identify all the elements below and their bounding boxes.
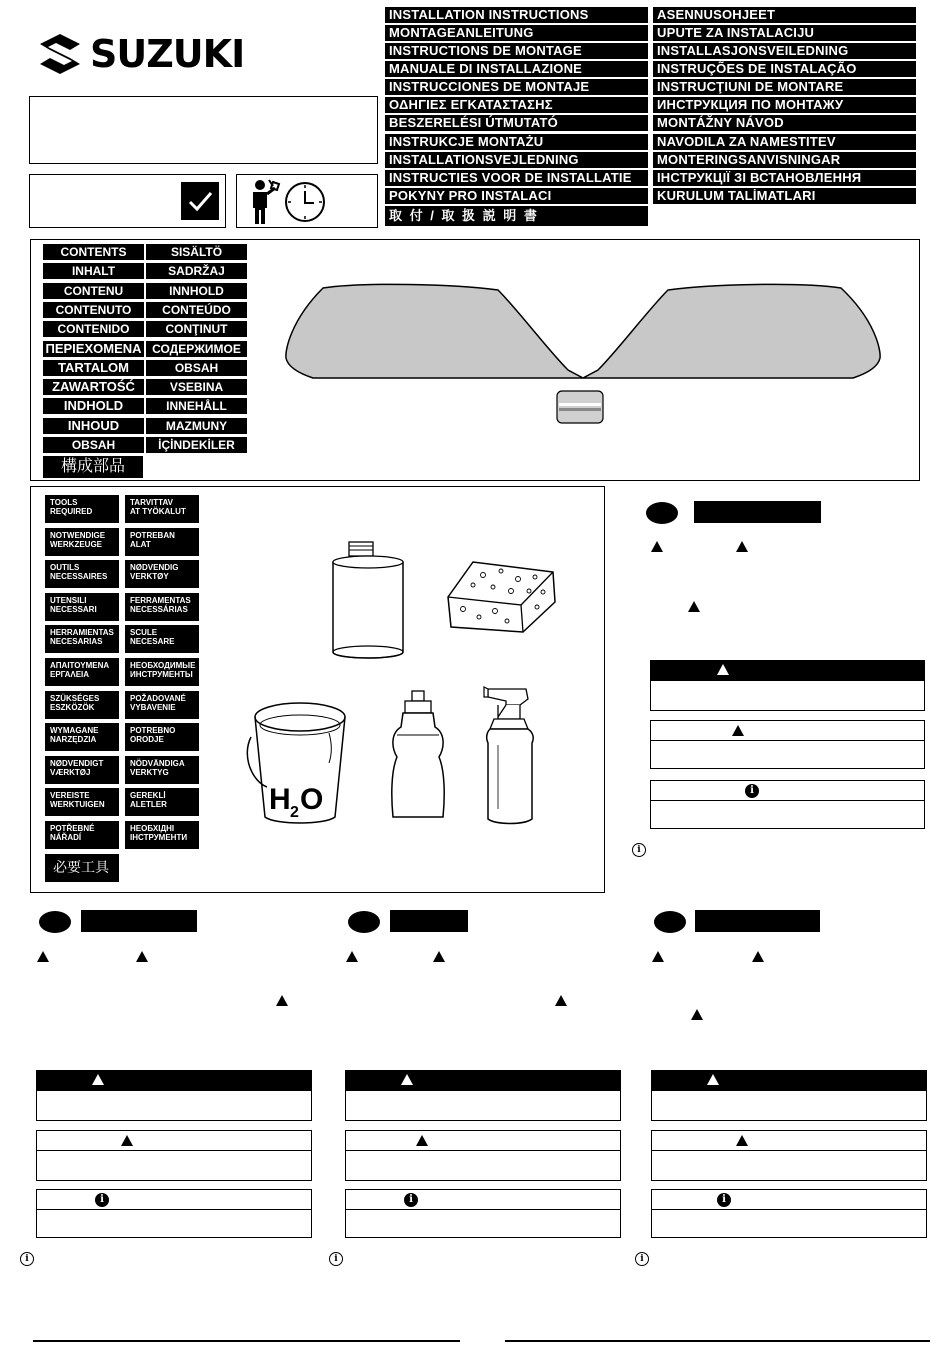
suzuki-logo	[36, 32, 266, 76]
warning-icon	[732, 725, 744, 736]
warning-body	[345, 1150, 621, 1181]
step-badge	[348, 911, 380, 933]
brand-wordmark: SUZUKI	[90, 32, 245, 76]
notice-body	[650, 800, 925, 829]
step-title-bar	[390, 910, 468, 932]
step-title-bar	[694, 501, 821, 523]
danger-body	[650, 680, 925, 711]
title-label: INSTRUCTIES VOOR DE INSTALLATIE	[385, 170, 648, 186]
tools-label: НЕОБХОДИМЫЕ ИНСТРУМЕНТЫ	[125, 658, 199, 686]
warning-icon	[276, 995, 288, 1006]
tools-label: НЕОБХІДНІ ІНСТРУМЕНТИ	[125, 821, 199, 849]
notice-header	[651, 1189, 927, 1210]
tools-label: TOOLS REQUIRED	[45, 495, 119, 523]
warning-icon	[401, 1074, 413, 1085]
tools-label: NOTWENDIGE WERKZEUGE	[45, 528, 119, 556]
warning-icon	[121, 1135, 133, 1146]
water-label-2: 2	[290, 804, 299, 821]
tools-label: ΑΠΑΙΤΟΥΜΕΝΑ ΕΡΓΑΛΕΙΑ	[45, 658, 119, 686]
notice-body	[345, 1209, 621, 1238]
contents-label: INHALT	[43, 263, 144, 279]
contents-label: INDHOLD	[43, 398, 144, 414]
danger-body	[651, 1090, 927, 1121]
warning-body	[36, 1150, 312, 1181]
info-icon: i	[632, 843, 646, 857]
danger-header	[345, 1070, 621, 1091]
checkmark-icon	[181, 182, 219, 220]
notice-header	[36, 1189, 312, 1210]
spray-bottle-icon	[476, 683, 556, 828]
warning-icon	[736, 1135, 748, 1146]
contents-label: ΠΕΡΙΕΧΟΜΕΝΑ	[43, 341, 144, 357]
bottom-rule-right	[505, 1340, 930, 1342]
warning-header	[345, 1130, 621, 1151]
tools-label: POTŘEBNÉ NÁŘADÍ	[45, 821, 119, 849]
warning-icon	[433, 951, 445, 962]
warning-header	[651, 1130, 927, 1151]
step-title-bar	[695, 910, 820, 932]
warning-icon	[736, 541, 748, 552]
warning-icon	[752, 951, 764, 962]
contents-label: TARTALOM	[43, 360, 144, 376]
headlight-protector-films-illustration	[283, 280, 893, 380]
tools-label: NÖDVÄNDIGA VERKTYG	[125, 756, 199, 784]
info-icon: i	[20, 1252, 34, 1266]
tools-label: FERRAMENTAS NECESSÁRIAS	[125, 593, 199, 621]
info-icon: i	[404, 1193, 418, 1207]
title-label: POKYNY PRO INSTALACI	[385, 188, 648, 204]
contents-label: INNEHÅLL	[146, 398, 247, 414]
notice-body	[651, 1209, 927, 1238]
step-badge	[654, 911, 686, 933]
warning-icon	[652, 951, 664, 962]
tools-label: POTREBNO ORODJE	[125, 723, 199, 751]
contents-label: OBSAH	[146, 360, 247, 376]
tools-label: GEREKLİ ALETLER	[125, 788, 199, 816]
tools-label: POŽADOVANÉ VYBAVENIE	[125, 691, 199, 719]
title-label: 取 付 / 取 扱 説 明 書	[385, 206, 648, 226]
tools-label: HERRAMIENTAS NECESARIAS	[45, 625, 119, 653]
step-title-bar	[81, 910, 197, 932]
contents-label: INHOUD	[43, 418, 144, 434]
contents-label: INNHOLD	[146, 283, 247, 299]
contents-label: СОДЕРЖИМОЕ	[146, 341, 247, 357]
contents-label: CONTEÚDO	[146, 302, 247, 318]
tools-label: POTREBAN ALAT	[125, 528, 199, 556]
warning-icon	[717, 664, 729, 675]
warning-body	[650, 740, 925, 769]
clock-icon	[283, 180, 327, 224]
title-label: INSTRUÇÕES DE INSTALAÇÃO	[653, 61, 916, 77]
danger-header	[651, 1070, 927, 1091]
contents-label: MAZMUNY	[146, 418, 247, 434]
danger-header	[650, 660, 925, 681]
tools-label: NØDVENDIG VERKTØY	[125, 560, 199, 588]
warning-icon	[37, 951, 49, 962]
contents-label: SISÄLTÖ	[146, 244, 247, 260]
contents-label: 構成部品	[43, 456, 143, 478]
title-label: ІНСТРУКЦІЇ ЗІ ВСТАНОВЛЕННЯ	[653, 170, 916, 186]
title-label: MONTAGEANLEITUNG	[385, 25, 648, 41]
title-label: INSTRUCŢIUNI DE MONTARE	[653, 79, 916, 95]
warning-icon	[707, 1074, 719, 1085]
suzuki-s-emblem-icon	[36, 32, 86, 76]
warning-icon	[691, 1009, 703, 1020]
tools-label: SCULE NECESARE	[125, 625, 199, 653]
warning-icon	[346, 951, 358, 962]
bottom-rule-left	[33, 1340, 460, 1342]
title-label: MONTÁŽNY NÁVOD	[653, 115, 916, 131]
title-label: MANUALE DI INSTALLAZIONE	[385, 61, 648, 77]
contents-label: CONTENUTO	[43, 302, 144, 318]
title-label: NAVODILA ZA NAMESTITEV	[653, 134, 916, 150]
part-number-box	[29, 96, 378, 164]
contents-label: VSEBINA	[146, 379, 247, 395]
title-label: UPUTE ZA INSTALACIJU	[653, 25, 916, 41]
title-label: INSTRUCTIONS DE MONTAGE	[385, 43, 648, 59]
warning-icon	[555, 995, 567, 1006]
tools-label: VEREISTE WERKTUIGEN	[45, 788, 119, 816]
title-label: BESZERELÉSI ÚTMUTATÓ	[385, 115, 648, 131]
cleaner-tin-icon	[323, 540, 413, 670]
tools-label: TARVITTAV AT TYÖKALUT	[125, 495, 199, 523]
title-label: ASENNUSOHJEET	[653, 7, 916, 23]
contents-label: ZAWARTOŚĆ	[43, 379, 144, 395]
contents-label: OBSAH	[43, 437, 144, 453]
contents-label: CONTENIDO	[43, 321, 144, 337]
info-icon: i	[635, 1252, 649, 1266]
notice-header	[650, 780, 925, 801]
title-label: ΟΔΗΓΙΕΣ ΕΓΚΑΤΑΣΤΑΣΗΣ	[385, 97, 648, 113]
title-label: ИНСТРУКЦИЯ ПО МОНТАЖУ	[653, 97, 916, 113]
difficulty-box	[29, 174, 226, 228]
warning-header	[36, 1130, 312, 1151]
sponge-icon	[443, 547, 563, 647]
step-badge	[646, 502, 678, 524]
warning-icon	[688, 601, 700, 612]
title-label: INSTRUKCJE MONTAŻU	[385, 134, 648, 150]
contents-label: CONTENU	[43, 283, 144, 299]
info-icon: i	[95, 1193, 109, 1207]
title-label: INSTALLATION INSTRUCTIONS	[385, 7, 648, 23]
tools-label: WYMAGANE NARZĘDZIA	[45, 723, 119, 751]
title-label: INSTRUCCIONES DE MONTAJE	[385, 79, 648, 95]
info-icon: i	[717, 1193, 731, 1207]
warning-icon	[136, 951, 148, 962]
danger-body	[36, 1090, 312, 1121]
tools-label: SZÜKSÉGES ESZKÖZÖK	[45, 691, 119, 719]
warning-icon	[416, 1135, 428, 1146]
warning-icon	[92, 1074, 104, 1085]
info-icon: i	[329, 1252, 343, 1266]
contents-label: CONTENTS	[43, 244, 144, 260]
danger-header	[36, 1070, 312, 1091]
water-bucket-icon	[245, 687, 355, 827]
tools-label: OUTILS NECESSAIRES	[45, 560, 119, 588]
contents-label: CONŢINUT	[146, 321, 247, 337]
squeegee-icon	[555, 389, 605, 425]
water-label-h: H	[269, 783, 291, 816]
contents-label: İÇİNDEKİLER	[146, 437, 247, 453]
tools-label: UTENSILI NECESSARI	[45, 593, 119, 621]
contents-label: SADRŽAJ	[146, 263, 247, 279]
title-label: INSTALLASJONSVEILEDNING	[653, 43, 916, 59]
dish-soap-bottle-icon	[383, 687, 453, 827]
title-label: INSTALLATIONSVEJLEDNING	[385, 152, 648, 168]
warning-header	[650, 720, 925, 741]
water-label-o: O	[300, 783, 324, 816]
tools-label: 必要工具	[45, 854, 119, 882]
warning-body	[651, 1150, 927, 1181]
title-label: KURULUM TALİMATLARI	[653, 188, 916, 204]
warning-icon	[651, 541, 663, 552]
tools-label: NØDVENDIGT VÆRKTØJ	[45, 756, 119, 784]
title-label: MONTERINGSANVISNINGAR	[653, 152, 916, 168]
info-icon: i	[745, 784, 759, 798]
danger-body	[345, 1090, 621, 1121]
step-badge	[39, 911, 71, 933]
mechanic-wrench-icon	[243, 178, 283, 226]
notice-header	[345, 1189, 621, 1210]
notice-body	[36, 1209, 312, 1238]
install-time-box	[236, 174, 378, 228]
